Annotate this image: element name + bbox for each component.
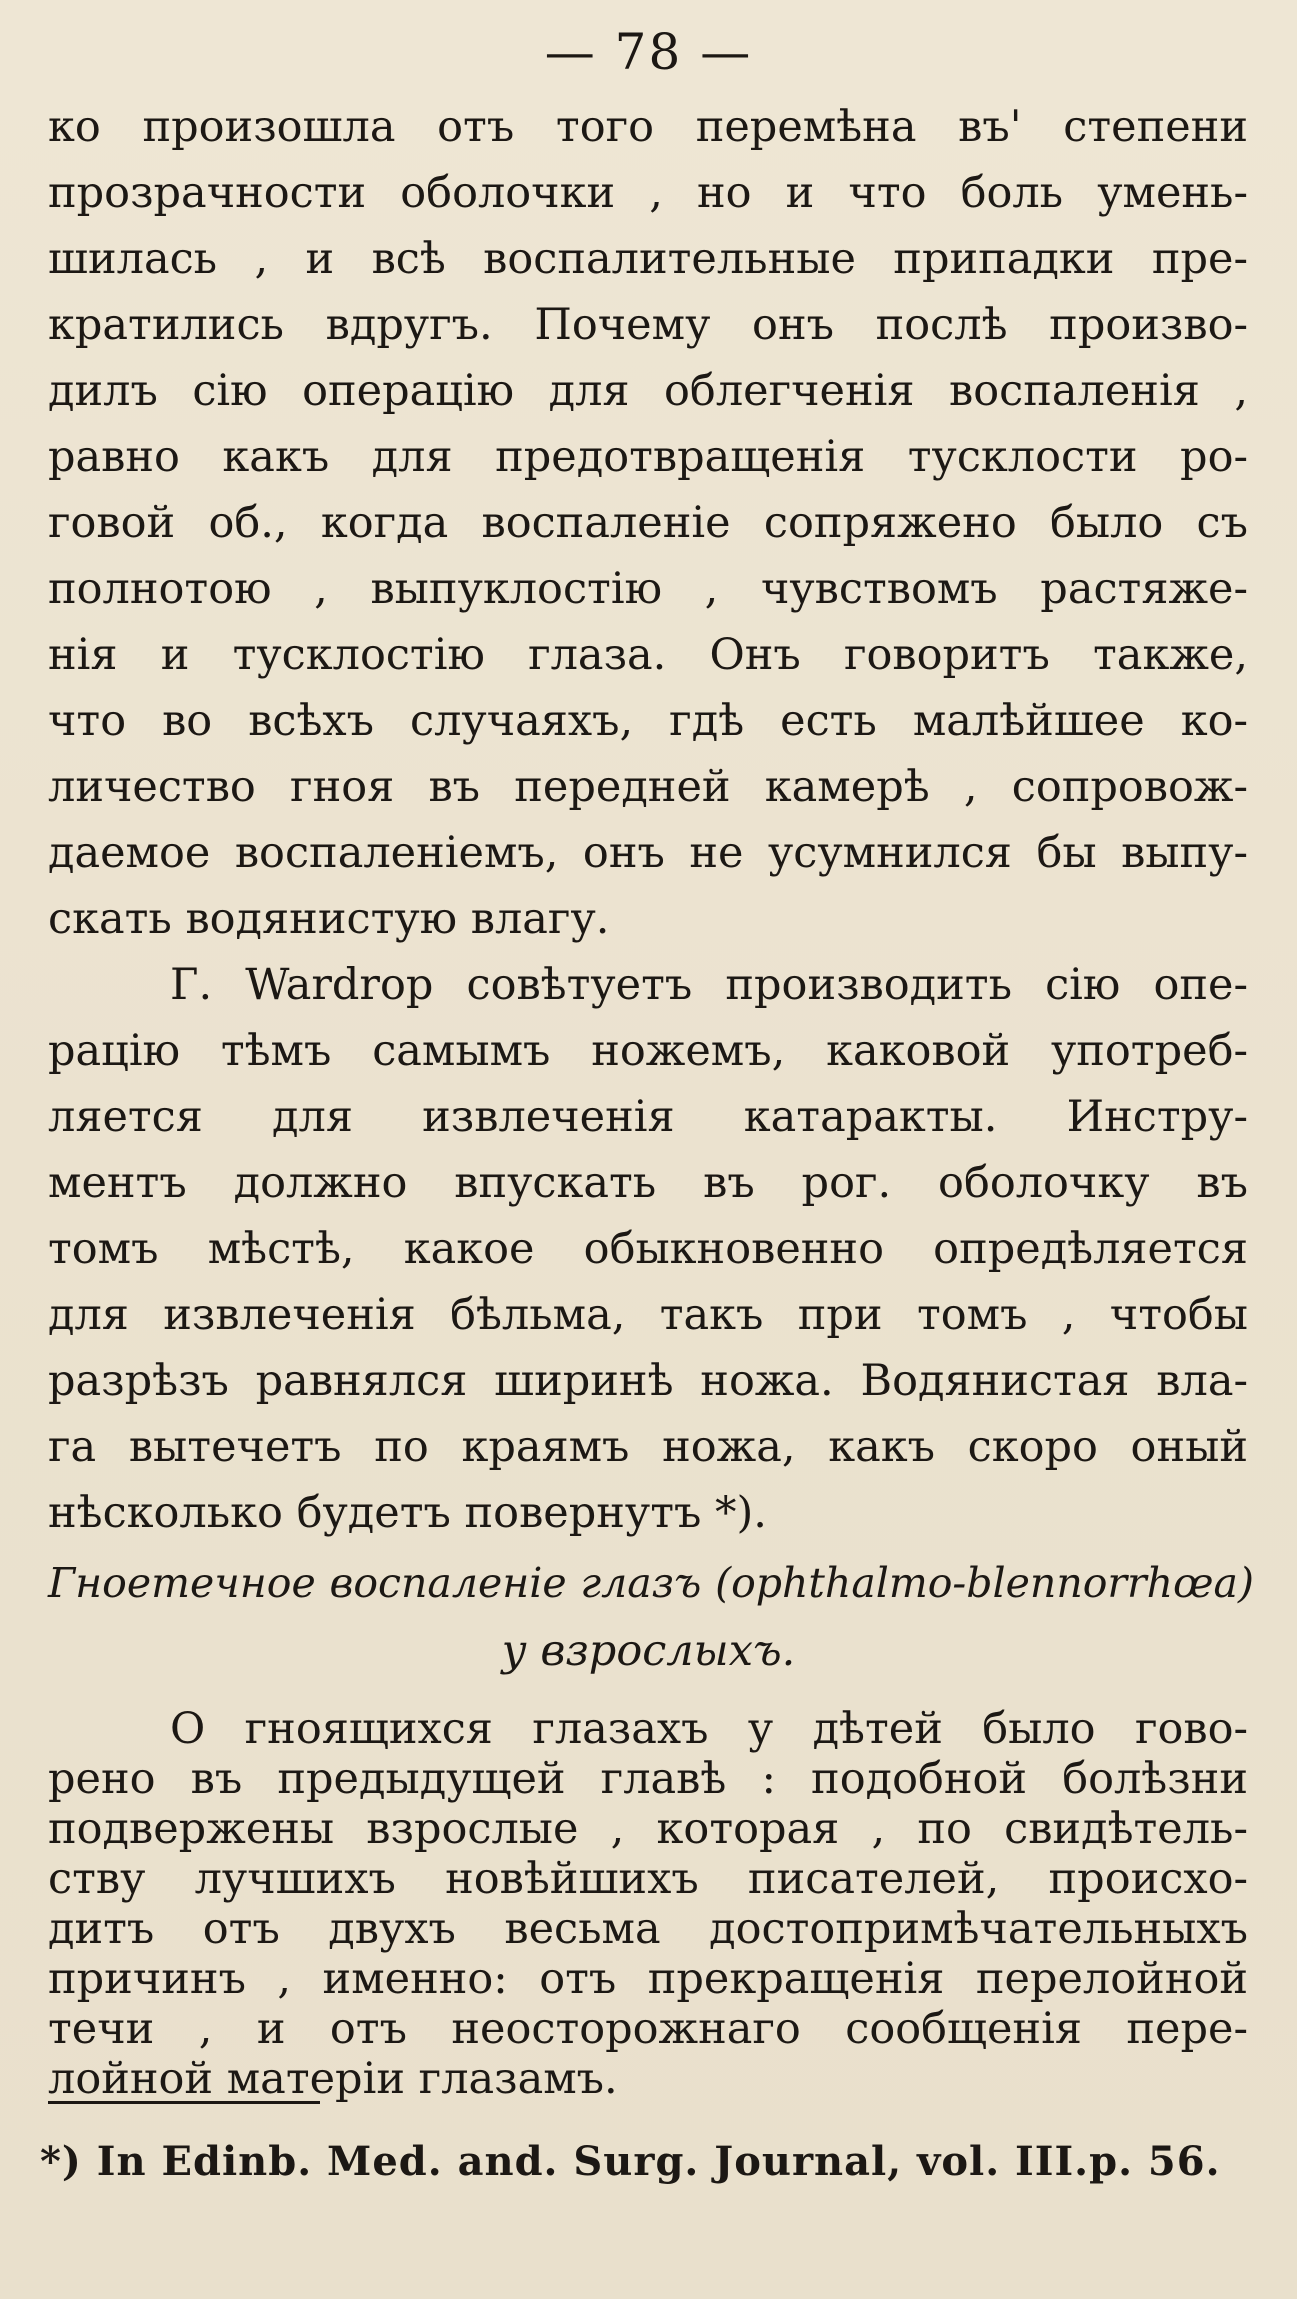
text-line: скать водянистую влагу. — [48, 894, 610, 944]
text-line: подвержены взрослые , которая , по свидѣтель- — [48, 1804, 1248, 1854]
text-line: личество гноя въ передней камерѣ , сопровож- — [48, 762, 1248, 812]
text-line: дилъ сiю операцiю для облегченiя воспаленiя , — [48, 366, 1248, 416]
text-line: рацiю тѣмъ самымъ ножемъ, каковой употреб- — [48, 1026, 1248, 1076]
page-number: — 78 — — [544, 23, 753, 81]
paragraph-first-line: О гноящихся глазахъ у дѣтей было гово- — [170, 1704, 1248, 1754]
text-line: ко произошла отъ того перемѣна въ' степени — [48, 102, 1248, 152]
text-line: даемое воспаленiемъ, онъ не усумнился бы выпу- — [48, 828, 1248, 878]
text-line: нѣсколько будетъ повернутъ *). — [48, 1488, 767, 1538]
text-line: полнотою , выпуклостiю , чувствомъ растяже- — [48, 564, 1248, 614]
text-line: ству лучшихъ новѣйшихъ писателей, происхо- — [48, 1854, 1248, 1904]
text-line: говой об., когда воспаленiе сопряжено было съ — [48, 498, 1248, 548]
text-line: равно какъ для предотвращенiя тусклости ро- — [48, 432, 1248, 482]
section-subheading: у взрослыхъ. — [501, 1626, 796, 1676]
text-line: га вытечетъ по краямъ ножа, какъ скоро оный — [48, 1422, 1248, 1472]
text-line: разрѣзъ равнялся ширинѣ ножа. Водянистая вла- — [48, 1356, 1248, 1406]
text-line: дитъ отъ двухъ весьма достопримѣчательныхъ — [48, 1904, 1248, 1954]
text-line: рено въ предыдущей главѣ : подобной болѣзни — [48, 1754, 1248, 1804]
text-line: лойной матерiи глазамъ. — [48, 2054, 618, 2104]
text-line: для извлеченiя бѣльма, такъ при томъ , чтобы — [48, 1290, 1248, 1340]
text-line: томъ мѣстѣ, какое обыкновенно опредѣляется — [48, 1224, 1248, 1274]
paragraph-first-line: Г. Wardrop совѣтуетъ производить сiю опе- — [170, 960, 1248, 1010]
text-line: что во всѣхъ случаяхъ, гдѣ есть малѣйшее ко- — [48, 696, 1248, 746]
text-line: кратились вдругъ. Почему онъ послѣ произво- — [48, 300, 1248, 350]
text-line: течи , и отъ неосторожнаго сообщенiя пере- — [48, 2004, 1248, 2054]
section-heading: Гноетечное воспаленiе глазъ (ophthalmo-blennorrhœa) — [48, 1559, 1254, 1607]
footnote: *) In Edinb. Med. and. Surg. Journal, vol. III.p. 56. — [40, 2138, 1221, 2185]
text-line: нiя и тусклостiю глаза. Онъ говоритъ также, — [48, 630, 1248, 680]
text-line: шилась , и всѣ воспалительные припадки пре- — [48, 234, 1248, 284]
text-line: причинъ , именно: отъ прекращенiя перелойной — [48, 1954, 1248, 2004]
text-line: прозрачности оболочки , но и что боль умень- — [48, 168, 1248, 218]
text-line: ляется для извлеченiя катаракты. Инстру- — [48, 1092, 1248, 1142]
footnote-rule — [48, 2101, 320, 2104]
text-line: ментъ должно впускать въ рог. оболочку въ — [48, 1158, 1248, 1208]
